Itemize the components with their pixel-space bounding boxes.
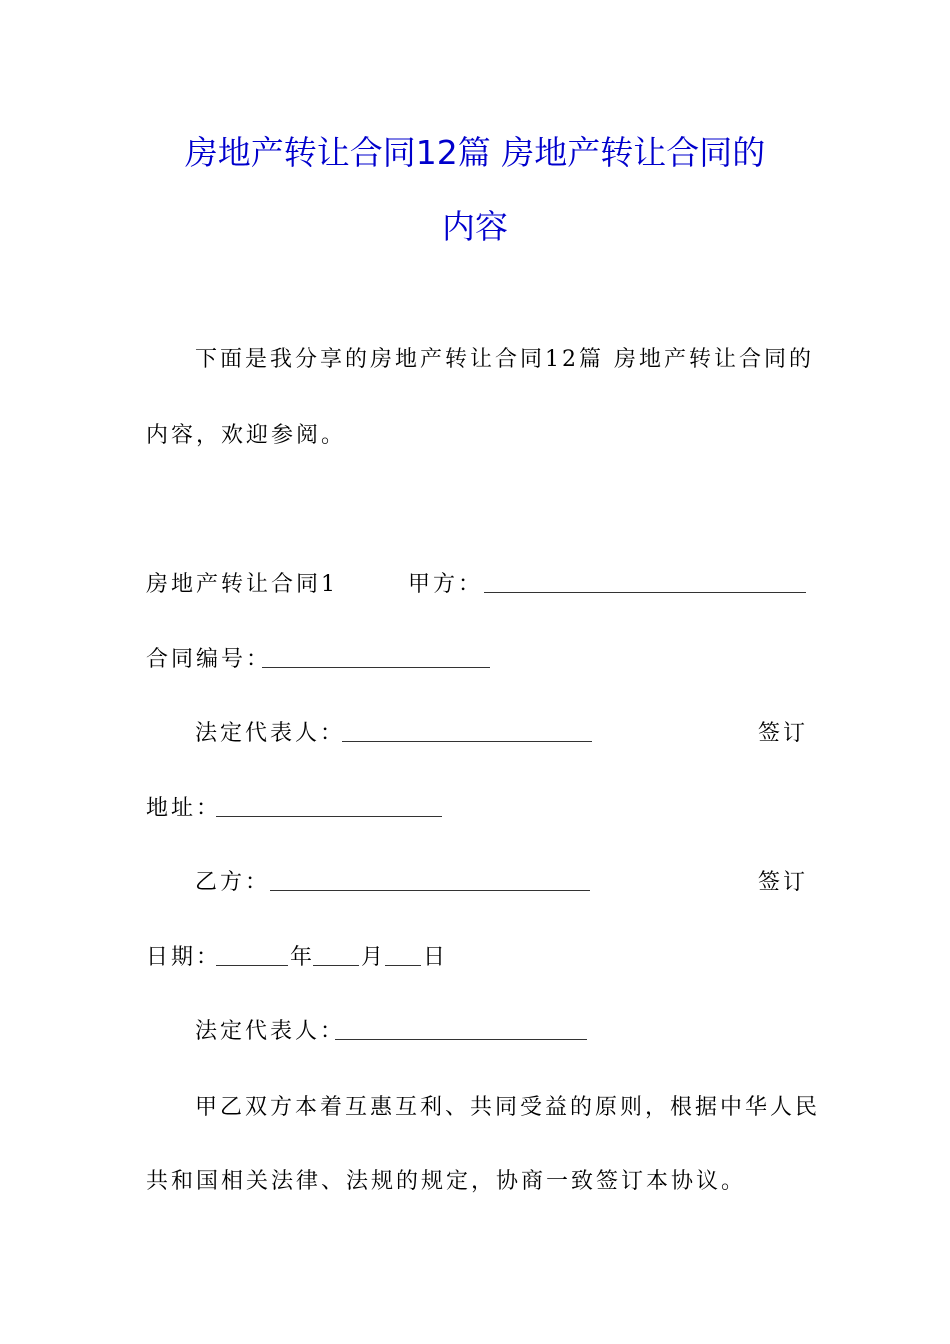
sign-address-label: 签订 bbox=[758, 721, 809, 746]
legal-rep-label: 法定代表人： bbox=[195, 721, 346, 746]
party-b-label: 乙方： bbox=[195, 870, 271, 895]
legal-rep-blank bbox=[342, 721, 592, 742]
contract-no-blank bbox=[262, 647, 490, 668]
contract-heading: 房地产转让合同1 bbox=[146, 572, 338, 597]
party-a-blank bbox=[484, 572, 806, 593]
sign-date-label: 签订 bbox=[758, 870, 809, 895]
date-year-label: 年 bbox=[290, 945, 316, 970]
date-month-blank bbox=[313, 945, 359, 966]
body-line-1: 甲乙双方本着互惠互利、共同受益的原则，根据中华人民 bbox=[195, 1095, 821, 1120]
date-prefix: 日期： bbox=[146, 945, 222, 970]
body-line-2: 共和国相关法律、法规的规定，协商一致签订本协议。 bbox=[146, 1169, 747, 1194]
date-day-label: 日 bbox=[423, 945, 449, 970]
legal-rep-label-2: 法定代表人： bbox=[195, 1019, 346, 1044]
document-title-line-1: 房地产转让合同12篇 房地产转让合同的 bbox=[184, 133, 766, 172]
intro-line-1: 下面是我分享的房地产转让合同12篇 房地产转让合同的 bbox=[195, 347, 814, 372]
date-day-blank bbox=[385, 945, 421, 966]
party-a-label: 甲方： bbox=[408, 572, 484, 597]
contract-no-label: 合同编号： bbox=[146, 647, 272, 672]
address-label: 地址： bbox=[146, 796, 222, 821]
legal-rep-2-blank bbox=[335, 1019, 587, 1040]
party-a-row bbox=[408, 570, 483, 600]
document-title-line-2: 内容 bbox=[442, 207, 508, 246]
date-month-label: 月 bbox=[361, 945, 387, 970]
intro-line-2: 内容，欢迎参阅。 bbox=[146, 423, 347, 448]
date-year-blank bbox=[216, 945, 288, 966]
party-b-blank bbox=[270, 870, 590, 891]
address-blank bbox=[216, 796, 442, 817]
